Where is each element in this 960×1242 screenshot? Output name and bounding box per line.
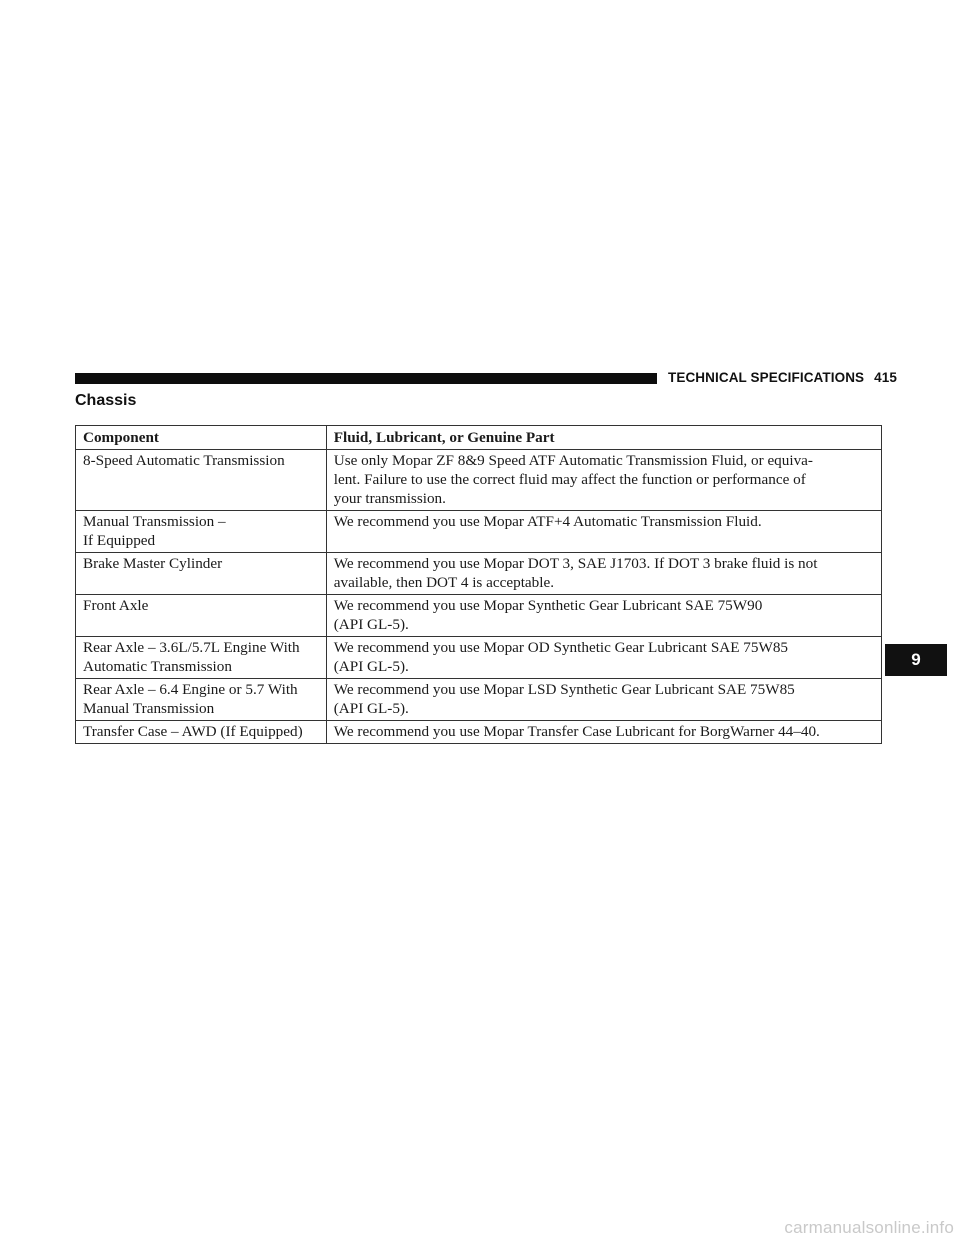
fluid-text: (API GL-5). [333,700,409,717]
section-title: Chassis [75,392,137,409]
table-row [76,553,882,595]
component-cell [76,721,327,744]
fluid-cell [326,511,881,553]
table-row [76,679,882,721]
chapter-tab[interactable]: 9 [885,644,947,676]
fluid-text: (API GL-5). [333,658,409,675]
table-row [76,721,882,744]
fluid-text: We recommend you use Mopar OD Synthetic Gear Lubricant SAE 75W85 [333,639,789,656]
fluid-text: (API GL-5). [333,616,409,633]
table-header-row [76,426,882,450]
component-text: Automatic Transmission [83,658,232,675]
table-row [76,450,882,511]
fluid-text: Use only Mopar ZF 8&9 Speed ATF Automatic Transmission Fluid, or equiva- [333,452,813,469]
component-text: Manual Transmission – [83,513,226,530]
chassis-fluids-table [75,425,882,744]
running-header [668,369,897,387]
fluid-cell [326,595,881,637]
header-rule [75,373,657,384]
component-cell [76,511,327,553]
component-cell [76,553,327,595]
component-text: Rear Axle – 3.6L/5.7L Engine With [83,639,300,656]
component-cell [76,595,327,637]
fluid-cell [326,450,881,511]
component-text: Transfer Case – AWD (If Equipped) [83,723,303,740]
fluid-cell [326,553,881,595]
fluid-text: lent. Failure to use the correct fluid may affect the function or performance of [333,471,806,488]
column-header-component: Component [76,426,327,450]
table-row [76,595,882,637]
page-number: 415 [874,370,897,385]
fluid-text: We recommend you use Mopar Synthetic Gear Lubricant SAE 75W90 [333,597,763,614]
watermark: carmanualsonline.info [784,1218,954,1237]
fluid-text: We recommend you use Mopar LSD Synthetic Gear Lubricant SAE 75W85 [333,681,795,698]
fluid-text: available, then DOT 4 is acceptable. [333,574,555,591]
fluid-text: We recommend you use Mopar DOT 3, SAE J1703. If DOT 3 brake fluid is not [333,555,818,572]
component-text: Front Axle [83,597,149,614]
header-section-title: TECHNICAL SPECIFICATIONS [668,370,865,385]
fluid-cell [326,679,881,721]
table-row [76,511,882,553]
component-text: If Equipped [83,532,156,549]
component-text: 8-Speed Automatic Transmission [83,452,285,469]
component-cell [76,450,327,511]
table-body [76,450,882,744]
component-cell [76,637,327,679]
component-text: Rear Axle – 6.4 Engine or 5.7 With [83,681,298,698]
component-cell [76,679,327,721]
component-text: Brake Master Cylinder [83,555,223,572]
fluid-cell [326,721,881,744]
column-header-fluid: Fluid, Lubricant, or Genuine Part [326,426,881,450]
fluid-text: We recommend you use Mopar Transfer Case Lubricant for BorgWarner 44–40. [333,723,820,740]
fluid-cell [326,637,881,679]
fluid-text: your transmission. [333,490,446,507]
component-text: Manual Transmission [83,700,215,717]
fluid-text: We recommend you use Mopar ATF+4 Automatic Transmission Fluid. [333,513,762,530]
table-row [76,637,882,679]
